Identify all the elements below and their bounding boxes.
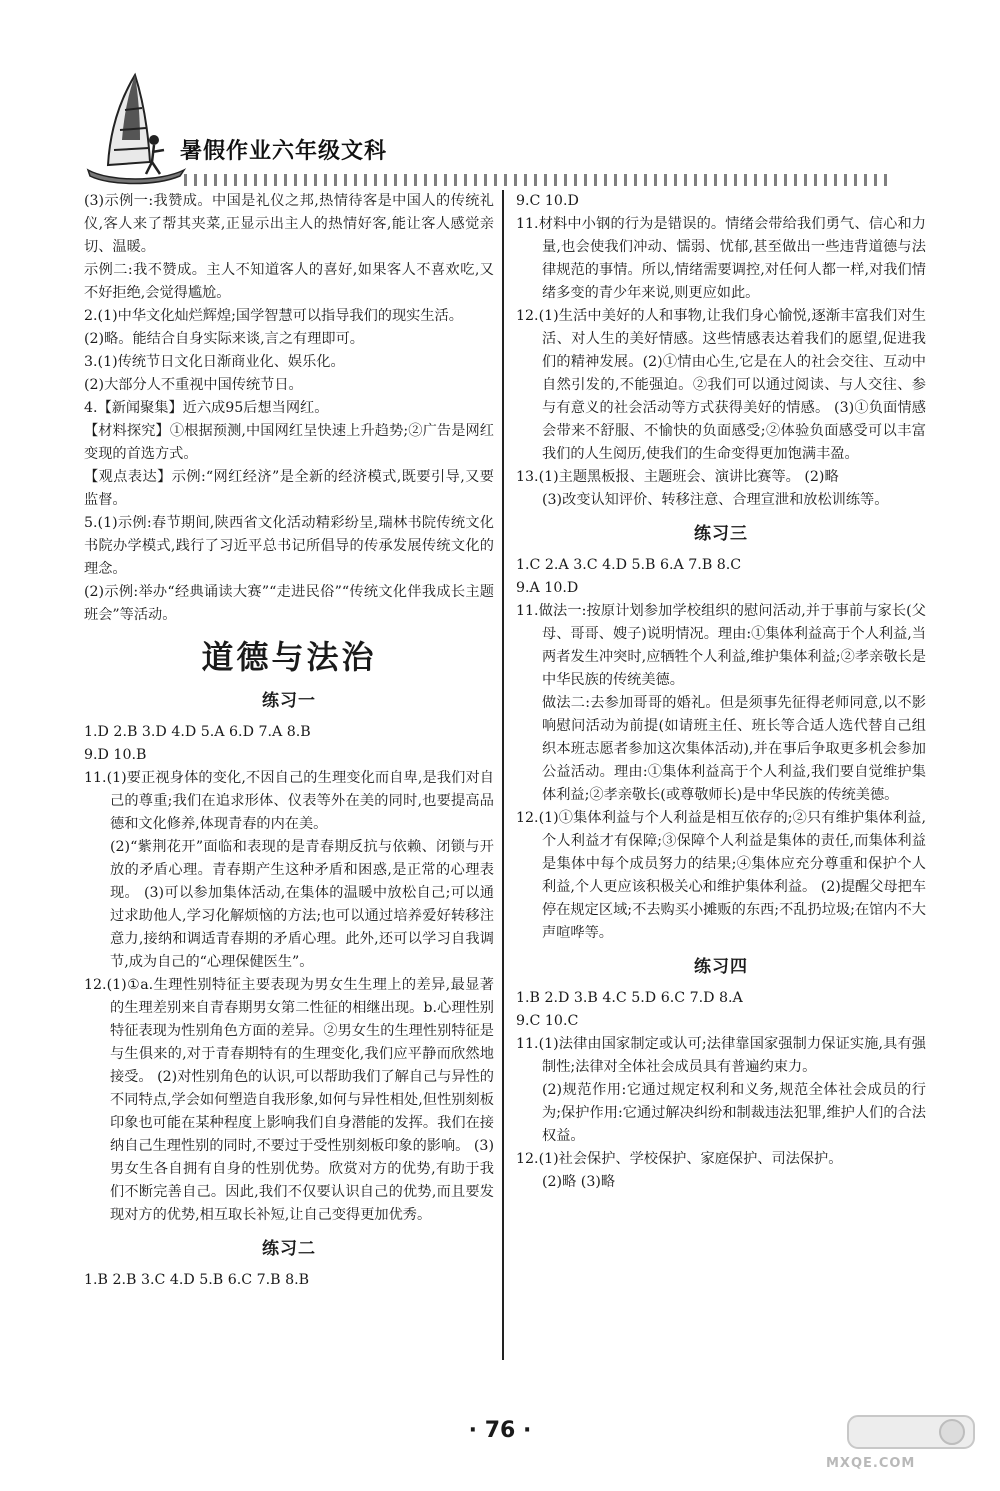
answer-line: 1.D 2.B 3.D 4.D 5.A 6.D 7.A 8.B bbox=[84, 724, 311, 740]
header-dashed-rule bbox=[184, 174, 894, 186]
page-number: · 76 · bbox=[468, 1418, 532, 1443]
answer-line: 9.C 10.C bbox=[516, 1013, 579, 1029]
answer-line: 11.做法一:按原计划参加学校组织的慰问活动,并于事前与家长(父母、哥哥、嫂子)说明情况。理由:①集体利益高于个人利益,当两者发生冲突时,应牺牲个人利益,维护集体利益;②孝亲敬长是中华民族的传统美德。 bbox=[516, 603, 926, 688]
answer-line: 1.C 2.A 3.C 4.D 5.B 6.A 7.B 8.C bbox=[516, 557, 742, 573]
section-title-ex4: 练习四 bbox=[694, 957, 748, 977]
answer-line: 2.(1)中华文化灿烂辉煌;国学智慧可以指导我们的现实生活。 bbox=[84, 308, 463, 324]
answer-line: 9.C 10.D bbox=[516, 193, 579, 209]
answer-line: 11.(1)法律由国家制定或认可;法律靠国家强制力保证实施,具有强制性;法律对全体社会成员具有普遍约束力。 bbox=[516, 1036, 926, 1075]
answer-line: 3.(1)传统节日文化日渐商业化、娱乐化。 bbox=[84, 354, 345, 370]
answer-line: (2)规范作用:它通过规定权利和义务,规范全体社会成员的行为;保护作用:它通过解决纠纷和制裁违法犯罪,维护人们的合法权益。 bbox=[542, 1082, 926, 1144]
answer-line: 12.(1)生活中美好的人和事物,让我们身心愉悦,逐渐丰富我们对生活、对人生的美好情感。这些情感表达着我们的愿望,促进我们的精神发展。(2)①情由心生,它是在人的社会交往、互动中自然引发的,不能强迫。②我们可以通过阅读、与人交往、参与有意义的社会活动等方式获得美好的情感。 (3)①负面情感会带来不舒服、不愉快的负面感受;②体验负面感受可以丰富我们的人生阅历,使我们的生命变得更加饱满丰盈。 bbox=[516, 308, 926, 462]
answer-line: 9.D 10.B bbox=[84, 747, 147, 763]
answer-line: (2)略。能结合自身实际来谈,言之有理即可。 bbox=[84, 331, 364, 347]
answer-line: 4.【新闻聚集】近六成95后想当网红。 bbox=[84, 400, 329, 416]
answer-line: 11.材料中小钢的行为是错误的。情绪会带给我们勇气、信心和力量,也会使我们冲动、懦弱、忧郁,甚至做出一些违背道德与法律规范的事情。所以,情绪需要调控,对任何人都一样,对我们情绪多变的青少年来说,则更应如此。 bbox=[516, 216, 926, 301]
answer-line: (3)改变认知评价、转移注意、合理宣泄和放松训练等。 bbox=[542, 492, 889, 508]
watermark-logo-icon bbox=[846, 1412, 976, 1452]
header-title: 暑假作业六年级文科 bbox=[180, 139, 388, 164]
answer-line: 5.(1)示例:春节期间,陕西省文化活动精彩纷呈,瑞林书院传统文化书院办学模式,践行了习近平总书记所倡导的传承发展传统文化的理念。 bbox=[84, 515, 494, 577]
answer-line: 做法二:去参加哥哥的婚礼。但是须事先征得老师同意,以不影响慰问活动为前提(如请班主任、班长等合适人选代替自己组织本班志愿者参加这次集体活动),并在事后争取更多机会参加公益活动。理由:①集体利益高于个人利益,我们要自觉维护集体利益;②孝亲敬长(或尊敬师长)是中华民族的传统美德。 bbox=[542, 695, 926, 803]
answer-line: 9.A 10.D bbox=[516, 580, 579, 596]
subject-title: 道德与法治 bbox=[201, 638, 377, 676]
answer-line: 1.B 2.B 3.C 4.D 5.B 6.C 7.B 8.B bbox=[84, 1272, 310, 1288]
watermark-url: MXQE.COM bbox=[826, 1456, 916, 1471]
answer-line: 11.(1)要正视身体的变化,不因自己的生理变化而自卑,是我们对自己的尊重;我们在追求形体、仪表等外在美的同时,也要提高品德和文化修养,体现青春的内在美。 bbox=[84, 770, 494, 832]
left-column bbox=[84, 190, 494, 1292]
answer-line: 12.(1)①a.生理性别特征主要表现为男女生生理上的差异,最显著的生理差别来自青春期男女第二性征的相继出现。b.心理性别特征表现为性别角色方面的差异。②男女生的生理性别特征是与生俱来的,对于青春期特有的生理变化,我们应平静而欣然地接受。 (2)对性别角色的认识,可以帮助我们了解自己与异性的不同特点,学会如何塑造自我形象,如何与异性相处,但性别刻板印象也可能在某种程度上影响我们自身潜能的发挥。我们在接纳自己生理性别的同时,不要过于受性别刻板印象的影响。 (3)男女生各自拥有自身的性别优势。欣赏对方的优势,有助于我们不断完善自己。因此,我们不仅要认识自己的优势,而且要发现对方的优势,相互取长补短,让自己变得更加优秀。 bbox=[84, 977, 494, 1223]
answer-line: 1.B 2.D 3.B 4.C 5.D 6.C 7.D 8.A bbox=[516, 990, 743, 1006]
column-divider bbox=[502, 190, 504, 1360]
answer-line: 13.(1)主题黑板报、主题班会、演讲比赛等。 (2)略 bbox=[516, 469, 839, 485]
answer-line: 示例二:我不赞成。主人不知道客人的喜好,如果客人不喜欢吃,又不好拒绝,会觉得尴尬。 bbox=[84, 262, 494, 301]
section-title-ex3: 练习三 bbox=[694, 524, 748, 544]
answer-line: 12.(1)①集体利益与个人利益是相互依存的;②只有维护集体利益,个人利益才有保障;③保障个人利益是集体的责任,而集体利益是集体中每个成员努力的结果;④集体应充分尊重和保护个人利益,个人更应该积极关心和维护集体利益。 (2)提醒父母把车停在规定区域;不去购买小摊贩的东西;不乱扔垃圾;在馆内不大声喧哗等。 bbox=[516, 810, 926, 941]
answer-line: (3)示例一:我赞成。中国是礼仪之邦,热情待客是中国人的传统礼仪,客人来了帮其夹菜,正显示出主人的热情好客,能让客人感觉亲切、温暖。 bbox=[84, 193, 494, 255]
answer-line: (2)“紫荆花开”面临和表现的是青春期反抗与依赖、闭锁与开放的矛盾心理。青春期产生这种矛盾和困惑,是正常的心理表现。 (3)可以参加集体活动,在集体的温暖中放松自己;可以通过求助他人,学习化解烦恼的方法;也可以通过培养爱好转移注意力,接纳和调适青春期的矛盾心理。此外,还可以学习自我调节,成为自己的“心理保健医生”。 bbox=[110, 839, 494, 970]
section-title-ex2: 练习二 bbox=[262, 1239, 316, 1259]
right-column bbox=[516, 190, 926, 1194]
section-title-ex1: 练习一 bbox=[262, 691, 316, 711]
answer-line: (2)示例:举办“经典诵读大赛”“走进民俗”“传统文化伴我成长主题班会”等活动。 bbox=[84, 584, 494, 623]
answer-line: 【材料探究】①根据预测,中国网红呈快速上升趋势;②广告是网红变现的首选方式。 bbox=[84, 423, 494, 462]
answer-line: (2)大部分人不重视中国传统节日。 bbox=[84, 377, 303, 393]
windsurfer-logo-icon bbox=[80, 70, 190, 190]
page-header bbox=[80, 70, 920, 190]
answer-line: (2)略 (3)略 bbox=[542, 1174, 616, 1190]
answer-line: 【观点表达】示例:“网红经济”是全新的经济模式,既要引导,又要监督。 bbox=[84, 469, 494, 508]
answer-line: 12.(1)社会保护、学校保护、家庭保护、司法保护。 bbox=[516, 1151, 843, 1167]
